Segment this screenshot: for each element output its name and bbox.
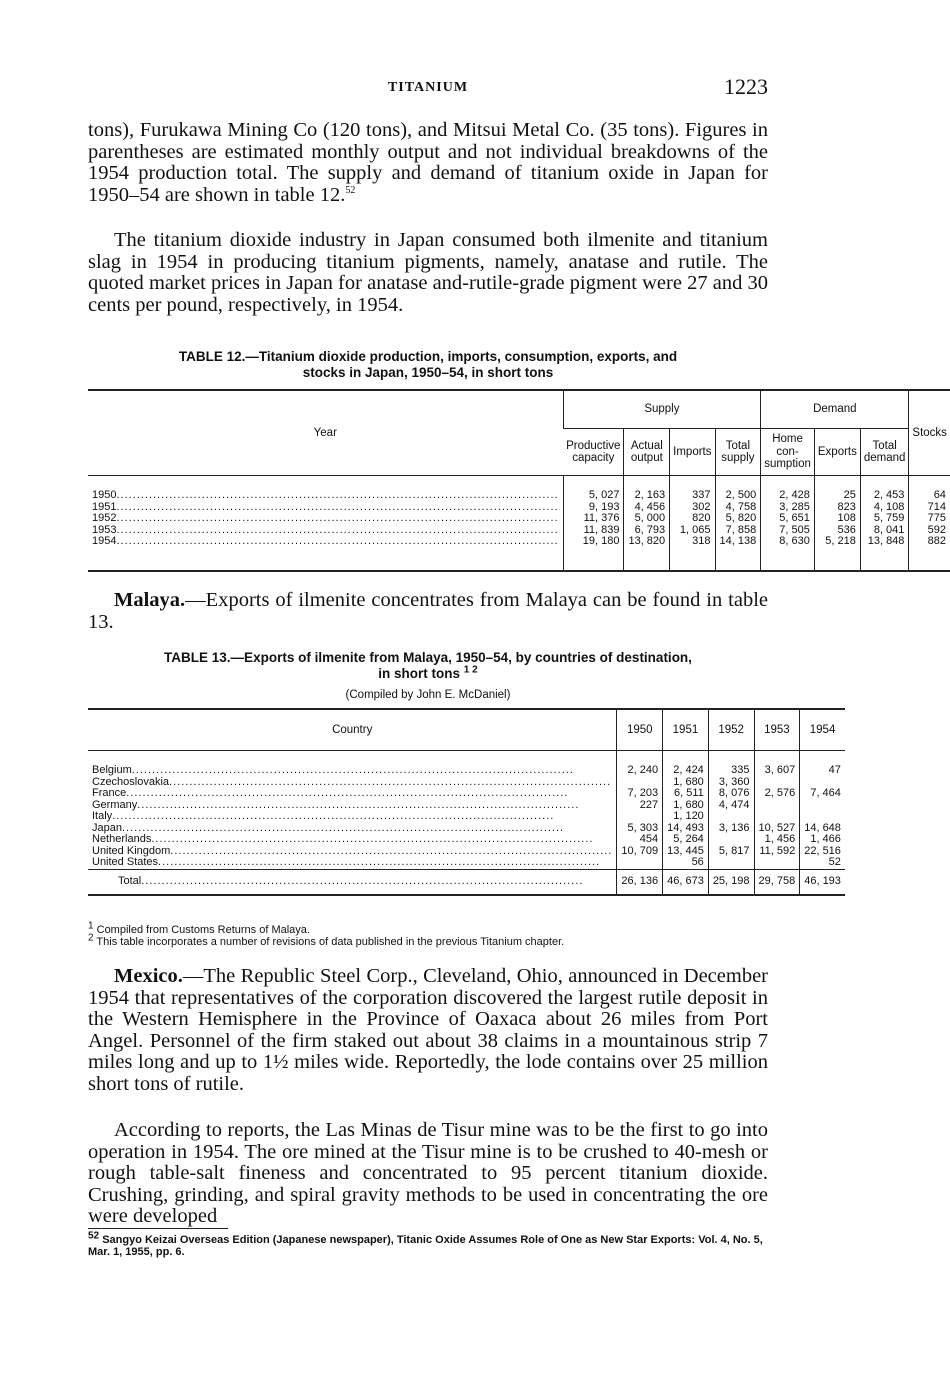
page-number: 1223 [724, 74, 768, 99]
t12-home: 8, 630 [761, 536, 815, 548]
t13-header-1951: 1951 [663, 709, 709, 751]
t12-home: 3, 285 [761, 502, 815, 514]
t13-total-1953: 29, 758 [754, 869, 800, 895]
t12-header-imports: Imports [670, 429, 715, 476]
t13-1950 [617, 857, 663, 869]
t13-1950: 7, 203 [617, 788, 663, 800]
t12-stocks: 775 [909, 513, 950, 525]
t13-country: Netherlands ..... [88, 834, 617, 846]
running-title: TITANIUM [387, 80, 469, 95]
t13-1950: 227 [617, 800, 663, 812]
table12-title-line1: TABLE 12.—Titanium dioxide production, imports, consumption, exports, and [178, 349, 678, 364]
t12-header-supply: Supply [563, 390, 761, 429]
t12-home: 5, 651 [761, 513, 815, 525]
t12-home: 7, 505 [761, 525, 815, 537]
t12-stocks: 592 [909, 525, 950, 537]
t12-header-actual-output: Actual output [624, 429, 670, 476]
table13-compiled-by: (Compiled by John E. McDaniel) [345, 689, 511, 701]
table-footnote: 2 This table incorporates a number of revisions of data published in the previous Titanium chapter. [88, 932, 565, 948]
t13-1951: 56 [663, 857, 709, 869]
t13-1951: 14, 493 [663, 823, 709, 835]
table13 [88, 708, 845, 896]
t13-header-1952: 1952 [708, 709, 754, 751]
t13-1951: 5, 264 [663, 834, 709, 846]
t13-1953: 1, 456 [754, 834, 800, 846]
t13-1952 [708, 811, 754, 823]
t13-1953 [754, 800, 800, 812]
table12 [88, 389, 950, 572]
section-runin-mexico: Mexico. [114, 965, 183, 987]
t13-country: United Kingdom ..... [88, 846, 617, 858]
footnote-divider [88, 1228, 228, 1229]
table12-title [88, 349, 768, 381]
paragraph-mexico [88, 966, 768, 1095]
t12-year: 1952 ..... [88, 513, 563, 525]
t13-header-1954: 1954 [800, 709, 845, 751]
t12-stocks: 714 [909, 502, 950, 514]
t12-year: 1953 ..... [88, 525, 563, 537]
t13-1952: 335 [708, 765, 754, 777]
t13-1954 [800, 811, 845, 823]
t12-total-supply: 14, 138 [715, 536, 761, 548]
table-row [88, 536, 950, 548]
t13-country: Czechoslovakia ..... [88, 777, 617, 789]
t13-header-1950: 1950 [617, 709, 663, 751]
t12-total-demand: 5, 759 [860, 513, 909, 525]
table13-title-line2: in short tons $^{1 2}$ [378, 664, 478, 681]
t12-stocks: 882 [909, 536, 950, 548]
t12-output: 6, 793 [624, 525, 670, 537]
t13-1954: 1, 466 [800, 834, 845, 846]
t13-total-1951: 46, 673 [663, 869, 709, 895]
footnote-mark: 52 [88, 1230, 100, 1242]
t12-imports: 337 [670, 490, 715, 502]
t12-imports: 820 [670, 513, 715, 525]
t13-total-1952: 25, 198 [708, 869, 754, 895]
table-footnote: 1 Compiled from Customs Returns of Malaya. [88, 920, 310, 936]
t13-1954: 52 [800, 857, 845, 869]
t13-1950: 2, 240 [617, 765, 663, 777]
t12-imports: 318 [670, 536, 715, 548]
table13-title-line1: TABLE 13.—Exports of ilmenite from Malaya, 1950–54, by countries of destination, [164, 650, 692, 665]
t13-1953: 3, 607 [754, 765, 800, 777]
t12-total-demand: 8, 041 [860, 525, 909, 537]
t13-1952: 4, 474 [708, 800, 754, 812]
t12-total-supply: 5, 820 [715, 513, 761, 525]
t13-country: France ..... [88, 788, 617, 800]
t12-total-supply: 4, 758 [715, 502, 761, 514]
t12-header-home-consumption: Home con- sumption [761, 429, 815, 476]
t13-1954: 47 [800, 765, 845, 777]
t13-1952: 8, 076 [708, 788, 754, 800]
paragraph-text: —Exports of ilmenite concentrates from Malaya can be found in table 13. [88, 589, 768, 633]
table13-title [88, 650, 768, 682]
table12-title-line2: stocks in Japan, 1950–54, in short tons [302, 365, 554, 380]
t12-exports: 536 [814, 525, 860, 537]
t13-1950 [617, 811, 663, 823]
t12-home: 2, 428 [761, 490, 815, 502]
t13-1951: 1, 680 [663, 777, 709, 789]
t13-1953 [754, 857, 800, 869]
t12-capacity: 11, 376 [563, 513, 624, 525]
paragraph-text: —The Republic Steel Corp., Cleveland, Ohio, announced in December 1954 that representatives of the corporation discovered the largest rutile deposit in the Western Hemisphere in the Province of Oaxaca about 26 miles from Port Angel. Personnel of the firm staked out about 38 claims in a mountainous strip 7 miles long and up to 1½ miles wide. Reportedly, the lode contains over 25 million short tons of rutile. [88, 965, 768, 1095]
t12-header-year: Year [88, 390, 563, 476]
t13-1950: 454 [617, 834, 663, 846]
t13-1951: 2, 424 [663, 765, 709, 777]
paragraph-continued [88, 120, 768, 206]
t13-1951: 1, 680 [663, 800, 709, 812]
t13-1953: 2, 576 [754, 788, 800, 800]
t13-header-country: Country [88, 709, 617, 751]
t12-capacity: 5, 027 [563, 490, 624, 502]
t13-1954: 7, 464 [800, 788, 845, 800]
t12-output: 5, 000 [624, 513, 670, 525]
table-total-row [88, 869, 845, 895]
footnote-text: Sangyo Keizai Overseas Edition (Japanese newspaper), Titanic Oxide Assumes Role of One as New Star Exports: Vol. 4, No. 5, Mar. 1, 1955, pp. 6. [88, 1234, 763, 1258]
t13-country: Belgium ..... [88, 765, 617, 777]
t12-output: 2, 163 [624, 490, 670, 502]
t12-header-demand: Demand [761, 390, 909, 429]
t12-year: 1954 ..... [88, 536, 563, 548]
t12-year: 1951 ..... [88, 502, 563, 514]
paragraph-titanium-dioxide: The titanium dioxide industry in Japan consumed both ilmenite and titanium slag in 1954 in producing titanium pigments, namely, anatase and rutile. The quoted market prices in Japan for anatase and-rutile-grade pigment were 27 and 30 cents per pound, respectively, in 1954. [88, 229, 768, 316]
paragraph-malaya [88, 590, 768, 633]
t12-capacity: 9, 193 [563, 502, 624, 514]
t13-1952: 5, 817 [708, 846, 754, 858]
t13-1952: 3, 136 [708, 823, 754, 835]
table-row [88, 857, 845, 869]
paragraph-tisur: According to reports, the Las Minas de Tisur mine was to be the first to go into operation in 1954. The ore mined at the Tisur mine is to be crushed to 40-mesh or rough table-salt fineness and concentrated to 95 percent titanium dioxide. Crushing, grinding, and spiral gravity methods to be used in concentrating the ore were developed [88, 1119, 768, 1227]
t13-country: Italy ..... [88, 811, 617, 823]
t12-total-demand: 4, 108 [860, 502, 909, 514]
t12-imports: 302 [670, 502, 715, 514]
t13-total-1950: 26, 136 [617, 869, 663, 895]
paragraph-text: tons), Furukawa Mining Co (120 tons), and Mitsui Metal Co. (35 tons). Figures in parentheses are estimated monthly output and not individual breakdowns of the 1954 production total. The supply and demand of titanium oxide in Japan for 1950–54 are shown in table 12. [88, 119, 768, 206]
t13-total-1954: 46, 193 [800, 869, 845, 895]
t13-1953: 10, 527 [754, 823, 800, 835]
t13-1951: 1, 120 [663, 811, 709, 823]
t13-1954: 14, 648 [800, 823, 845, 835]
t13-1951: 6, 511 [663, 788, 709, 800]
t12-capacity: 11, 839 [563, 525, 624, 537]
page-header [88, 76, 768, 106]
t12-exports: 823 [814, 502, 860, 514]
t13-1951: 13, 445 [663, 846, 709, 858]
t12-output: 13, 820 [624, 536, 670, 548]
t12-total-supply: 2, 500 [715, 490, 761, 502]
t12-year: 1950 ..... [88, 490, 563, 502]
t13-1950: 10, 709 [617, 846, 663, 858]
t12-exports: 25 [814, 490, 860, 502]
footnote-ref: 52 [345, 184, 356, 196]
t13-1952: 3, 360 [708, 777, 754, 789]
t12-exports: 5, 218 [814, 536, 860, 548]
t13-header-1953: 1953 [754, 709, 800, 751]
t12-output: 4, 456 [624, 502, 670, 514]
t12-header-productive-capacity: Productive capacity [563, 429, 624, 476]
table13-footnotes [88, 920, 768, 948]
t12-total-demand: 2, 453 [860, 490, 909, 502]
footnote-ref: 1 2 [463, 664, 478, 676]
t12-stocks: 64 [909, 490, 950, 502]
t13-1953: 11, 592 [754, 846, 800, 858]
t13-total-label: Total ..... [88, 869, 617, 895]
t12-total-demand: 13, 848 [860, 536, 909, 548]
t12-header-exports: Exports [814, 429, 860, 476]
t13-1953 [754, 811, 800, 823]
t13-country: United States ..... [88, 857, 617, 869]
t12-imports: 1, 065 [670, 525, 715, 537]
t12-exports: 108 [814, 513, 860, 525]
t12-header-stocks: Stocks [909, 390, 950, 476]
t12-header-total-supply: Total supply [715, 429, 761, 476]
t13-1950: 5, 303 [617, 823, 663, 835]
t13-country: Japan ..... [88, 823, 617, 835]
t13-1952 [708, 834, 754, 846]
t12-total-supply: 7, 858 [715, 525, 761, 537]
t12-header-total-demand: Total demand [860, 429, 909, 476]
t13-1952 [708, 857, 754, 869]
page-footnote [88, 1230, 768, 1258]
t13-1954: 22, 516 [800, 846, 845, 858]
section-runin-malaya: Malaya. [114, 589, 186, 611]
t12-capacity: 19, 180 [563, 536, 624, 548]
t13-1954 [800, 800, 845, 812]
t13-country: Germany ..... [88, 800, 617, 812]
